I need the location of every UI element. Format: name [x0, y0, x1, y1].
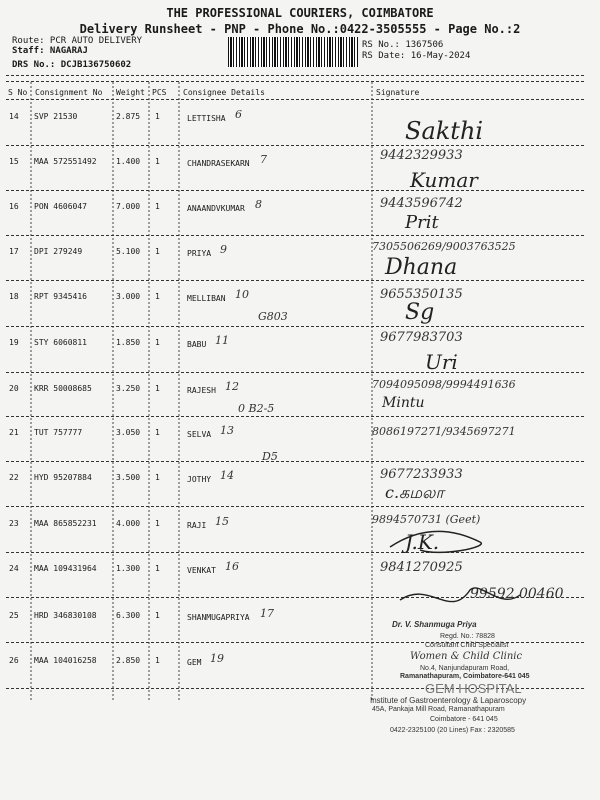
row-pcs: 1 [155, 247, 160, 256]
row-consignment: TUT 757777 [34, 428, 83, 437]
row-sno: 23 [9, 519, 19, 528]
row-handwritten-number: 14 [220, 469, 234, 482]
signature-19: Uri [425, 350, 458, 374]
row-sno: 24 [9, 564, 19, 573]
row-pcs: 1 [155, 157, 160, 166]
stamp-addr2: Ramanathapuram, Coimbatore-641 045 [400, 673, 530, 680]
row-consignment: MAA 865852231 [34, 519, 97, 528]
drs-number: DRS No.: DCJB136750602 [12, 60, 132, 70]
row-handwritten-number: 17 [260, 607, 274, 620]
row-pcs: 1 [155, 338, 160, 347]
row-pcs: 1 [155, 202, 160, 211]
row-weight: 7.000 [116, 202, 141, 211]
row-weight: 2.850 [116, 656, 141, 665]
col-sno: S No [8, 88, 28, 97]
row-consignee: RAJESH [187, 386, 216, 395]
staff: Staff: NAGARAJ [12, 46, 88, 56]
row-weight: 1.300 [116, 564, 141, 573]
stamp-clinic: Women & Child Clinic [410, 651, 523, 662]
signature-16: Prit [405, 212, 439, 233]
stamp-addr3: 45A, Pankaja Mill Road, Ramanathapuram [372, 706, 505, 713]
row-pcs: 1 [155, 519, 160, 528]
row-consignment: MAA 109431964 [34, 564, 97, 573]
row-signature-phone: 7305506269/9003763525 [372, 240, 516, 253]
row-consignee: VENKAT [187, 566, 216, 575]
row-sno: 25 [9, 611, 19, 620]
signature-14: Sakthi [405, 117, 484, 145]
row-weight: 6.300 [116, 611, 141, 620]
row-sno: 15 [9, 157, 19, 166]
row-pcs: 1 [155, 384, 160, 393]
row-pcs: 1 [155, 656, 160, 665]
col-signature: Signature [376, 88, 420, 97]
stamp-reg: Regd. No.: 78828 [440, 633, 495, 640]
row-divider [6, 372, 584, 373]
row-sno: 14 [9, 112, 19, 121]
row-handwritten-number: 7 [260, 153, 267, 166]
row-weight: 1.850 [116, 338, 141, 347]
row-consignment: MAA 104016258 [34, 656, 97, 665]
row-sno: 18 [9, 292, 19, 301]
row-sno: 20 [9, 384, 19, 393]
row-consignee: LETTISHA [187, 114, 226, 123]
row-signature-phone: 9841270925 [380, 560, 463, 575]
stamp-phone: 0422-2325100 (20 Lines) Fax : 2320585 [390, 727, 515, 734]
row-sno: 16 [9, 202, 19, 211]
row-weight: 3.500 [116, 473, 141, 482]
row-consignment: SVP 21530 [34, 112, 78, 121]
row-divider [6, 506, 584, 507]
rs-date: RS Date: 16-May-2024 [362, 51, 471, 61]
row-consignment: PON 4606047 [34, 202, 87, 211]
row-weight: 2.875 [116, 112, 141, 121]
stamp-doctor: Dr. V. Shanmuga Priya [392, 620, 477, 629]
row-consignee: ANAANDVKUMAR [187, 204, 245, 213]
row-signature-phone: 9677233933 [380, 467, 463, 482]
row-sno: 22 [9, 473, 19, 482]
row-handwritten-number: 8 [255, 198, 262, 211]
row-signature-phone: 8086197271/9345697271 [372, 425, 516, 438]
signature-20: Mintu [382, 395, 425, 411]
row-divider [6, 145, 584, 146]
signature-23: J.K. [405, 530, 440, 554]
row-pcs: 1 [155, 564, 160, 573]
row-consignment: HRD 346830108 [34, 611, 97, 620]
stamp-addr1: No.4, Nanjundapuram Road, [420, 665, 510, 672]
row-handwritten-note: 0 B2-5 [238, 402, 275, 415]
row-divider [6, 461, 584, 462]
stamp-role: Consultant Child Specialist [425, 642, 509, 649]
row-pcs: 1 [155, 112, 160, 121]
row-consignee: JOTHY [187, 475, 212, 484]
row-divider [6, 326, 584, 327]
row-weight: 3.000 [116, 292, 141, 301]
row-signature-phone: 9677983703 [380, 330, 463, 345]
signature-17: Dhana [385, 255, 458, 280]
row-divider [6, 416, 584, 417]
row-weight: 3.250 [116, 384, 141, 393]
company-title: THE PROFESSIONAL COURIERS, COIMBATORE [166, 6, 434, 20]
row-handwritten-note: G803 [258, 310, 288, 323]
row-divider [6, 235, 584, 236]
row-consignment: STY 6060811 [34, 338, 87, 347]
col-consignment: Consignment No [35, 88, 103, 97]
row-signature-phone: 99592 00460 [470, 586, 564, 602]
row-consignee: SELVA [187, 430, 212, 439]
col-consignee: Consignee Details [183, 88, 265, 97]
row-consignment: RPT 9345416 [34, 292, 87, 301]
row-signature-phone: 9443596742 [380, 196, 463, 211]
col-pcs: PCS [152, 88, 167, 97]
row-handwritten-number: 15 [215, 515, 229, 528]
signature-15: Kumar [410, 168, 478, 192]
row-weight: 1.400 [116, 157, 141, 166]
runsheet-subtitle: Delivery Runsheet - PNP - Phone No.:0422-3505555 - Page No.:2 [79, 22, 521, 36]
row-consignee: SHANMUGAPRIYA [187, 613, 250, 622]
row-consignee: GEM [187, 658, 202, 667]
row-signature-phone: 9442329933 [380, 148, 463, 163]
col-weight: Weight [116, 88, 145, 97]
route: Route: PCR AUTO DELIVERY [12, 36, 143, 46]
row-weight: 5.100 [116, 247, 141, 256]
barcode [228, 37, 358, 67]
row-consignee: PRIYA [187, 249, 212, 258]
row-consignment: DPI 279249 [34, 247, 83, 256]
divider [6, 75, 584, 76]
row-signature-phone: 9655350135 [380, 287, 463, 302]
row-handwritten-number: 10 [235, 288, 249, 301]
row-handwritten-number: 9 [220, 243, 227, 256]
row-handwritten-number: 16 [225, 560, 239, 573]
row-handwritten-number: 19 [210, 652, 224, 665]
row-handwritten-number: 12 [225, 380, 239, 393]
row-handwritten-number: 6 [235, 108, 242, 121]
row-weight: 3.050 [116, 428, 141, 437]
row-handwritten-number: 13 [220, 424, 234, 437]
stamp-hospital: GEM HOSPITAL [425, 681, 522, 696]
row-divider [6, 280, 584, 281]
row-weight: 4.000 [116, 519, 141, 528]
signature-scribble-23 [380, 522, 510, 562]
signature-18: Sg [405, 300, 435, 325]
stamp-city: Coimbatore - 641 045 [430, 716, 498, 723]
row-pcs: 1 [155, 292, 160, 301]
row-consignee: MELLIBAN [187, 294, 226, 303]
row-pcs: 1 [155, 473, 160, 482]
row-divider [6, 190, 584, 191]
row-consignee: CHANDRASEKARN [187, 159, 250, 168]
row-handwritten-note: D5 [262, 450, 278, 463]
row-consignment: HYD 95207884 [34, 473, 92, 482]
row-signature-phone: 7094095098/9994491636 [372, 378, 516, 391]
row-consignee: BABU [187, 340, 207, 349]
row-consignment: KRR 50008685 [34, 384, 92, 393]
row-pcs: 1 [155, 611, 160, 620]
row-sno: 21 [9, 428, 19, 437]
row-pcs: 1 [155, 428, 160, 437]
row-consignment: MAA 572551492 [34, 157, 97, 166]
row-sno: 17 [9, 247, 19, 256]
rs-number: RS No.: 1367506 [362, 40, 444, 50]
row-handwritten-number: 11 [215, 334, 229, 347]
row-consignee: RAJI [187, 521, 207, 530]
signature-22: c.கமலா [385, 483, 444, 502]
row-sno: 19 [9, 338, 19, 347]
stamp-institute: Institute of Gastroenterology & Laparoscopy [370, 696, 527, 705]
row-signature-phone: 9894570731 (Geet) [372, 513, 481, 526]
row-sno: 26 [9, 656, 19, 665]
